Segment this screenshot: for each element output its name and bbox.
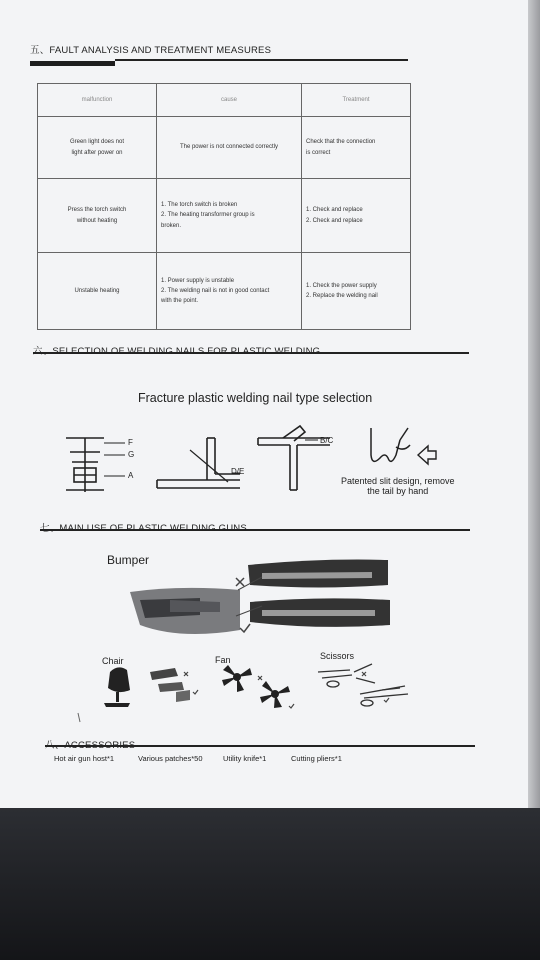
- scissors-illustration: [318, 664, 408, 706]
- accessory-item: Hot air gun host*1: [54, 754, 115, 763]
- nail-selection-title: Fracture plastic welding nail type selection: [138, 391, 373, 405]
- cross-icon: [258, 676, 262, 680]
- label-a: A: [128, 471, 134, 480]
- cross-icon: [362, 672, 366, 676]
- treatment-cell: 1. Check and replace 2. Check and replace: [302, 179, 411, 253]
- cause-cell: 1. The torch switch is broken 2. The heating transformer group is broken.: [157, 179, 302, 253]
- bumper-top-diagram: [248, 560, 388, 588]
- section8-title: [45, 737, 135, 751]
- label-bc: B/C: [320, 436, 334, 445]
- cause-cell: The power is not connected correctly: [157, 117, 302, 179]
- accessory-item: Cutting pliers*1: [291, 754, 342, 763]
- malfunction-cell: Green light does not light after power on: [38, 117, 157, 179]
- bumper-bottom-diagram: [250, 598, 390, 627]
- check-icon: [289, 704, 294, 708]
- fan-illustration: [222, 665, 290, 708]
- check-icon: [240, 624, 250, 632]
- accessory-item: Various patches*50: [138, 754, 203, 763]
- scissors-label: Scissors: [320, 651, 355, 661]
- section5-title: 五、FAULT ANALYSIS AND TREATMENT MEASURES: [30, 45, 272, 56]
- chair-label: Chair: [102, 656, 124, 666]
- bumper-label: Bumper: [107, 553, 150, 567]
- malfunction-cell: Press the torch switch without heating: [38, 179, 157, 253]
- fan-label: Fan: [215, 655, 231, 665]
- cross-icon: [184, 672, 188, 676]
- label-f: F: [128, 438, 133, 447]
- header-cause: cause: [157, 84, 302, 117]
- patent-note: Patented slit design, remove the tail by hand: [341, 476, 455, 496]
- check-icon: [384, 698, 389, 702]
- label-g: G: [128, 450, 135, 459]
- bumper-photo: [130, 588, 240, 634]
- check-icon: [193, 690, 198, 694]
- malfunction-cell: Unstable heating: [38, 253, 157, 330]
- header-malfunction: malfunction: [38, 84, 157, 117]
- cause-cell: 1. Power supply is unstable 2. The welding nail is not in good contact with the point.: [157, 253, 302, 330]
- section8-rule: [45, 745, 475, 747]
- cross-icon: [236, 578, 244, 586]
- treatment-cell: 1. Check the power supply 2. Replace the welding nail: [302, 253, 411, 330]
- chair-illustration: [104, 667, 190, 707]
- accessory-item: Utility knife*1: [223, 754, 267, 763]
- treatment-cell: Check that the connection is correct: [302, 117, 411, 179]
- header-treatment: Treatment: [302, 84, 411, 117]
- label-de: D/E: [231, 467, 245, 476]
